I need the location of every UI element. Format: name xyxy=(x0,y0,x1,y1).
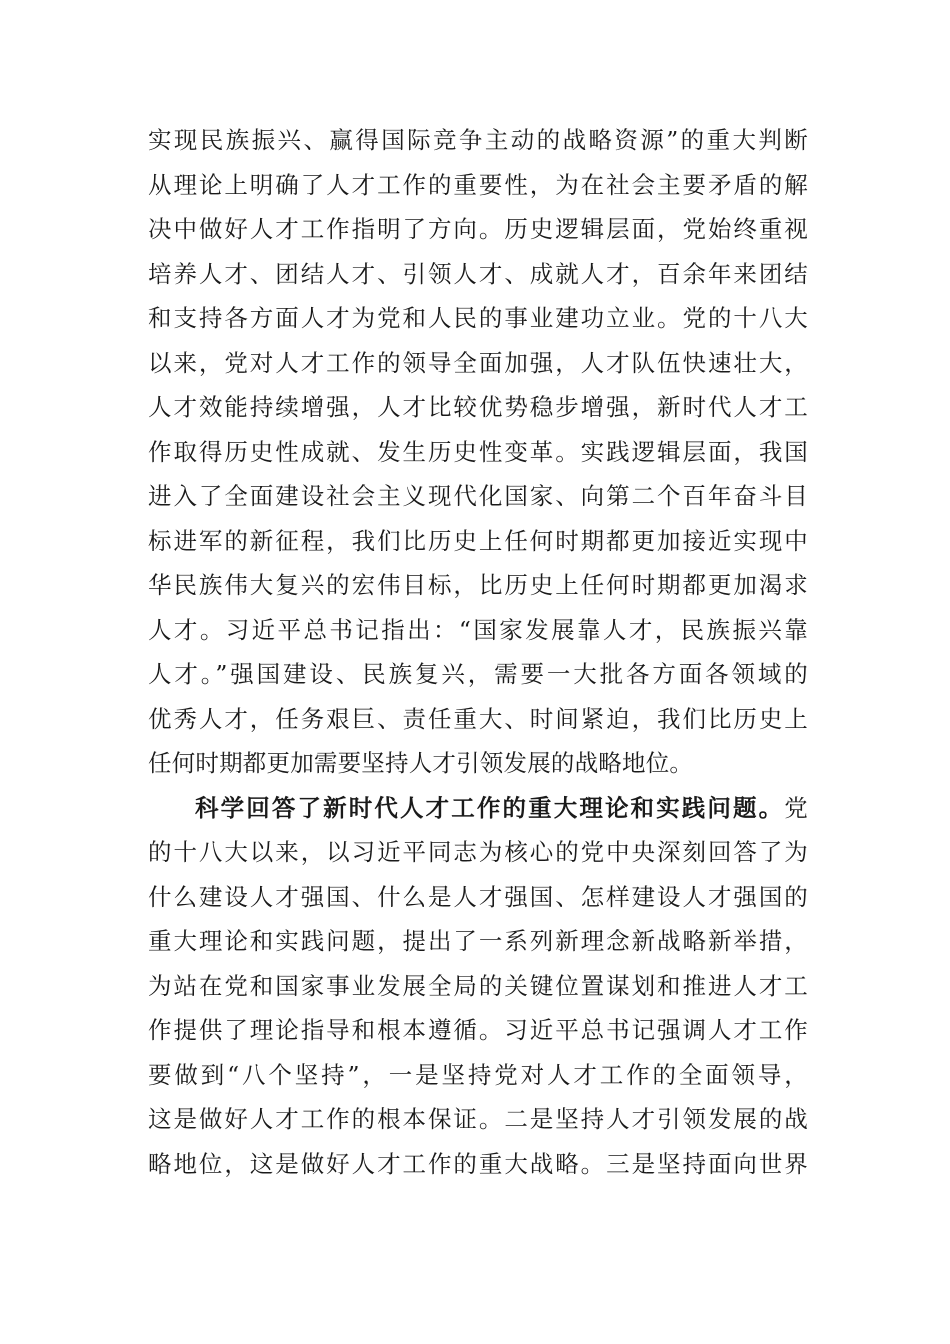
paragraph-line: 这是做好人才工作的根本保证。二是坚持人才引领发展的战 xyxy=(148,1105,808,1133)
paragraph-line: 任何时期都更加需要坚持人才引领发展的战略地位。 xyxy=(148,749,694,777)
paragraph-line: 人才。习近平总书记指出：“国家发展靠人才，民族振兴靠 xyxy=(148,615,808,644)
body-text xyxy=(148,118,808,1186)
paragraph-line: 华民族伟大复兴的宏伟目标，比历史上任何时期都更加渴求 xyxy=(148,571,808,599)
paragraph-line: 标进军的新征程，我们比历史上任何时期都更加接近实现中 xyxy=(148,526,808,555)
paragraph-line: 以来，党对人才工作的领导全面加强，人才队伍快速壮大， xyxy=(148,348,808,377)
paragraph-heading-tail: 党 xyxy=(784,793,808,822)
paragraph-line: 优秀人才，任务艰巨、责任重大、时间紧迫，我们比历史上 xyxy=(148,704,808,733)
paragraph-line: 什么建设人才强国、什么是人才强国、怎样建设人才强国的 xyxy=(148,882,808,911)
paragraph-line: 要做到“八个坚持”，一是坚持党对人才工作的全面领导， xyxy=(148,1060,808,1089)
paragraph-line: 进入了全面建设社会主义现代化国家、向第二个百年奋斗目 xyxy=(148,482,808,510)
paragraph-line: 的十八大以来，以习近平同志为核心的党中央深刻回答了为 xyxy=(148,838,808,866)
paragraph-heading: 科学回答了新时代人才工作的重大理论和实践问题。 xyxy=(195,793,785,822)
paragraph-line: 人才。”强国建设、民族复兴，需要一大批各方面各领域的 xyxy=(148,660,808,688)
paragraph-line: 作取得历史性成就、发生历史性变革。实践逻辑层面，我国 xyxy=(148,437,808,466)
paragraph-first-line xyxy=(148,786,808,831)
paragraph-line: 重大理论和实践问题，提出了一系列新理念新战略新举措， xyxy=(148,927,808,955)
paragraph-line: 作提供了理论指导和根本遵循。习近平总书记强调人才工作 xyxy=(148,1016,808,1044)
paragraph-line: 从理论上明确了人才工作的重要性，为在社会主要矛盾的解 xyxy=(148,170,808,199)
paragraph-line: 培养人才、团结人才、引领人才、成就人才，百余年来团结 xyxy=(148,259,808,288)
paragraph-line: 人才效能持续增强，人才比较优势稳步增强，新时代人才工 xyxy=(148,393,808,421)
paragraph-line: 和支持各方面人才为党和人民的事业建功立业。党的十八大 xyxy=(148,304,808,332)
paragraph-line: 略地位，这是做好人才工作的重大战略。三是坚持面向世界 xyxy=(148,1149,808,1178)
paragraph-line: 决中做好人才工作指明了方向。历史逻辑层面，党始终重视 xyxy=(148,215,808,243)
paragraph-line: 实现民族振兴、赢得国际竞争主动的战略资源”的重大判断 xyxy=(148,126,808,154)
paragraph-line: 为站在党和国家事业发展全局的关键位置谋划和推进人才工 xyxy=(148,971,808,1000)
